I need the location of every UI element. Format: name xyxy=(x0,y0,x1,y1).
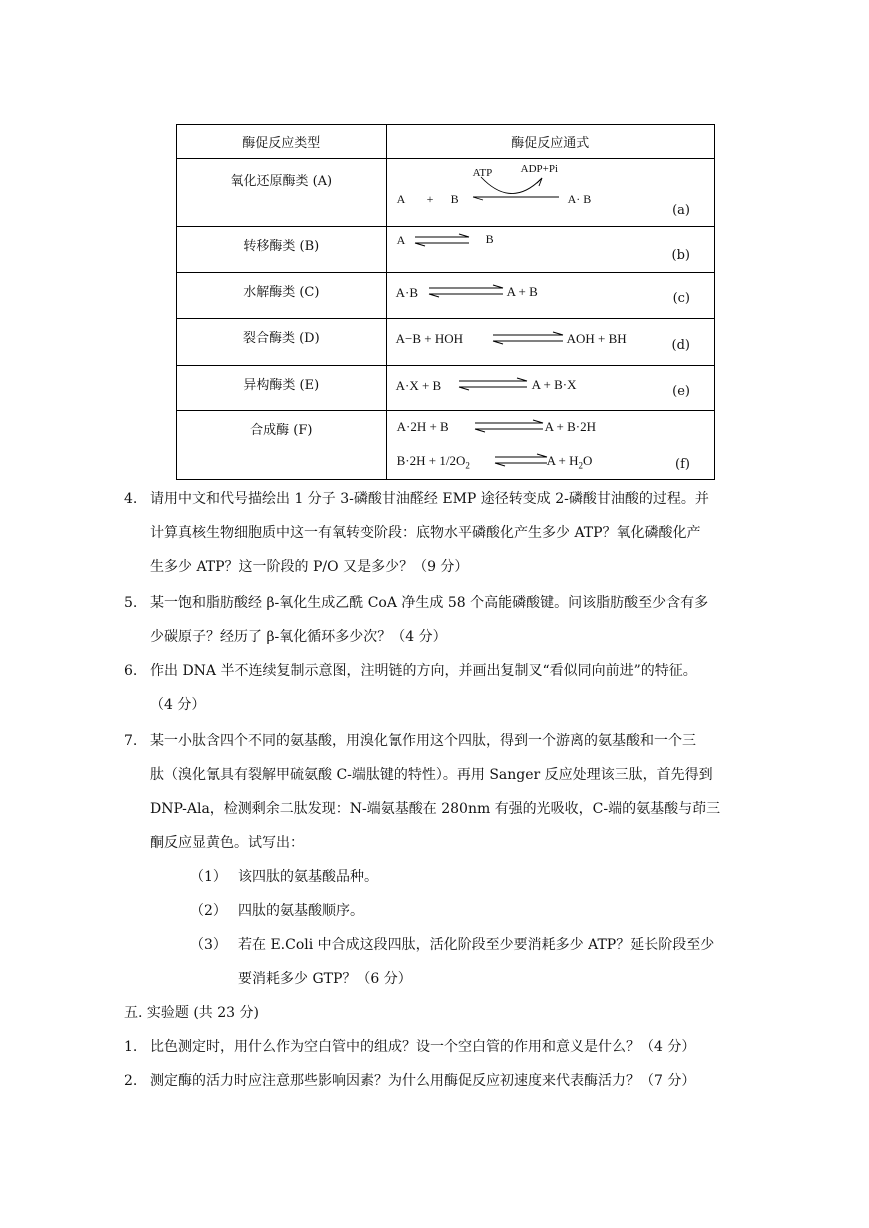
question-text: DNP-Ala，检测剩余二肽发现：N-端氨基酸在 280nm 有强的光吸收，C-端的氨基酸与茚三 xyxy=(150,801,721,817)
question-text: 酮反应显黄色。试写出： xyxy=(150,835,304,851)
sub-question xyxy=(190,860,378,894)
equation-text: A + B·X xyxy=(531,377,577,392)
equation-label: (a) xyxy=(672,203,690,218)
table-row xyxy=(177,319,715,366)
equation-text: A· B xyxy=(567,192,592,206)
sub-question-text: 该四肽的氨基酸品种。 xyxy=(238,869,378,885)
section-title: 五. 实验题 (共 23 分) xyxy=(124,1005,259,1021)
sub-question xyxy=(190,894,364,928)
experiment-question-2 xyxy=(124,1064,695,1098)
question-text: （4 分） xyxy=(150,697,206,713)
sub-question-number: （1） xyxy=(190,869,227,885)
equilibrium-arrow-icon xyxy=(427,284,507,298)
reaction-type-cell: 合成酶 (F) xyxy=(177,411,387,480)
table-row xyxy=(177,366,715,411)
table-row xyxy=(177,227,715,273)
equation-text: A·X + B xyxy=(395,378,442,393)
question-number: 4. xyxy=(124,491,138,507)
equation-label: (e) xyxy=(672,384,690,399)
reaction-formula-cell xyxy=(386,273,714,319)
question-text: 某一小肽含四个不同的氨基酸，用溴化氰作用这个四肽，得到一个游离的氨基酸和一个三 xyxy=(150,733,696,749)
equilibrium-arrow-icon xyxy=(493,453,549,467)
equation-label: (b) xyxy=(671,248,690,263)
equation-text: A−B + HOH xyxy=(395,331,464,346)
equation-text: AOH + BH xyxy=(566,331,627,346)
question-text: 作出 DNA 半不连续复制示意图，注明链的方向，并画出复制叉“看似同向前进”的特征。 xyxy=(150,663,697,679)
equation-text: ADP+Pi xyxy=(520,163,559,175)
equation-text: ATP xyxy=(472,167,493,179)
question-text: 比色测定时，用什么作为空白管中的组成？设一个空白管的作用和意义是什么？（4 分） xyxy=(150,1039,696,1055)
experiment-question-1 xyxy=(124,1030,695,1064)
equation-label: (c) xyxy=(672,291,690,306)
sub-question-text: 四肽的氨基酸顺序。 xyxy=(238,903,364,919)
question-6 xyxy=(124,654,697,688)
reaction-type-cell: 水解酶类 (C) xyxy=(177,273,387,319)
subscript: 2 xyxy=(578,460,584,471)
equilibrium-arrow-icon xyxy=(413,233,473,247)
equation-text: B xyxy=(450,192,459,206)
reaction-type-cell: 异构酶类 (E) xyxy=(177,366,387,411)
equation-text: A + B·2H xyxy=(544,419,597,434)
reaction-type-cell: 裂合酶类 (D) xyxy=(177,319,387,366)
equation-text: A + H xyxy=(546,453,579,468)
question-number: 2. xyxy=(124,1073,138,1089)
equation-label: (f) xyxy=(675,457,690,472)
sub-question-number: （2） xyxy=(190,903,227,919)
equation-text: A + B xyxy=(506,284,538,299)
equation-text: A·2H + B xyxy=(396,419,449,434)
header-reaction-type: 酶促反应类型 xyxy=(177,125,387,159)
reaction-arrow-icon xyxy=(467,169,567,205)
reaction-formula-cell xyxy=(386,159,714,227)
sub-question xyxy=(190,928,714,962)
equilibrium-arrow-icon xyxy=(473,419,547,433)
table-row xyxy=(177,411,715,480)
reaction-type-cell: 氧化还原酶类 (A) xyxy=(177,159,387,227)
sub-question-text: 要消耗多少 GTP？（6 分） xyxy=(238,971,412,987)
reaction-formula-cell xyxy=(386,411,714,480)
equation-text: A xyxy=(396,192,406,206)
question-text: 少碳原子？经历了 β-氧化循环多少次？（4 分） xyxy=(150,629,447,645)
equation-text: B·2H + 1/2O xyxy=(396,453,466,468)
equation-text xyxy=(547,453,593,471)
reaction-formula-cell xyxy=(386,319,714,366)
question-text: 计算真核生物细胞质中这一有氧转变阶段：底物水平磷酸化产生多少 ATP？氧化磷酸化产 xyxy=(150,525,701,541)
reaction-formula-cell xyxy=(386,366,714,411)
question-5 xyxy=(124,586,708,620)
equation-text xyxy=(397,453,470,471)
equation-text: A xyxy=(396,233,406,247)
table-row xyxy=(177,273,715,319)
equilibrium-arrow-icon xyxy=(491,331,565,345)
question-text: 肽（溴化氰具有裂解甲硫氨酸 C-端肽键的特性）。再用 Sanger 反应处理该三肽，首先得到 xyxy=(150,767,713,783)
question-number: 7. xyxy=(124,733,138,749)
subscript: 2 xyxy=(465,460,470,471)
table-header-row xyxy=(177,125,715,159)
equilibrium-arrow-icon xyxy=(457,377,531,391)
question-text: 请用中文和代号描绘出 1 分子 3-磷酸甘油醛经 EMP 途径转变成 2-磷酸甘油酸的过程。并 xyxy=(150,491,709,507)
question-number: 1. xyxy=(124,1039,138,1055)
header-reaction-formula: 酶促反应通式 xyxy=(386,125,714,159)
enzyme-reaction-table xyxy=(176,124,715,480)
question-7 xyxy=(124,724,696,758)
sub-question-number: （3） xyxy=(190,937,227,953)
equation-text: O xyxy=(583,453,593,468)
question-text: 生多少 ATP？这一阶段的 P/O 又是多少？（9 分） xyxy=(150,559,469,575)
equation-label: (d) xyxy=(671,338,690,353)
question-text: 某一饱和脂肪酸经 β-氧化生成乙酰 CoA 净生成 58 个高能磷酸键。问该脂肪酸至少含有多 xyxy=(150,595,709,611)
equation-text: A·B xyxy=(395,285,419,300)
question-number: 5. xyxy=(124,595,138,611)
reaction-type-cell: 转移酶类 (B) xyxy=(177,227,387,273)
reaction-formula-cell xyxy=(386,227,714,273)
equation-text: B xyxy=(485,232,494,246)
sub-question-text: 若在 E.Coli 中合成这段四肽，活化阶段至少要消耗多少 ATP？延长阶段至少 xyxy=(238,937,715,953)
question-text: 测定酶的活力时应注意那些影响因素？为什么用酶促反应初速度来代表酶活力？（7 分） xyxy=(150,1073,696,1089)
question-number: 6. xyxy=(124,663,138,679)
table-row xyxy=(177,159,715,227)
question-4 xyxy=(124,482,709,516)
equation-text: + xyxy=(426,192,434,206)
